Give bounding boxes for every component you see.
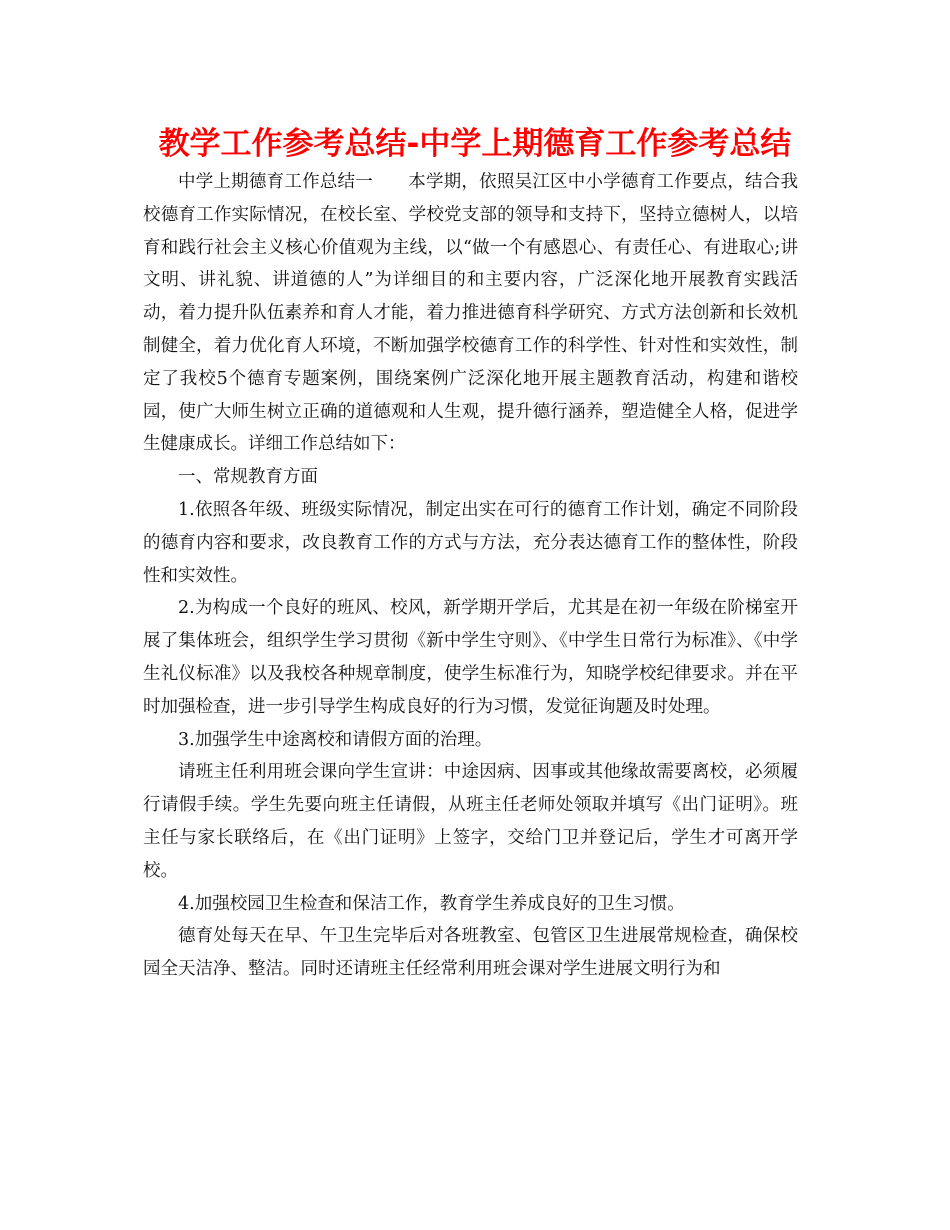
- document-title: 教学工作参考总结-中学上期德育工作参考总结: [158, 126, 792, 162]
- intro-heading: 中学上期德育工作总结一: [178, 172, 373, 192]
- paragraph-item-1: 1.依照各年级、班级实际情况，制定出实在可行的德育工作计划，确定不同阶段的德育内容和要求，改良教育工作的方式与方法，充分表达德育工作的整体性，阶段性和实效性。: [143, 499, 798, 586]
- paragraph-item-4: 4.加强校园卫生检查和保洁工作，教育学生养成良好的卫生习惯。: [178, 893, 685, 914]
- intro-text: 本学期，依照吴江区中小学德育工作要点，结合我校德育工作实际情况，在校长室、学校党支部的领导和支持下，坚持立德树人，以培育和践行社会主义核心价值观为主线，以“做一个有感恩心、有责任心、有进取心;讲文明、讲礼貌、讲道德的人”为详细目的和主要内容，广泛深化地开展教育实践活动，着力提升队伍素养和育人才能，着力推进德育科学研究、方式方法创新和长效机制健全，着力优化育人环境，不断加强学校德育工作的科学性、针对性和实效性，制定了我校5个德育专题案例，围绕案例广泛深化地开展主题教育活动，构建和谐校园，使广大师生树立正确的道德观和人生观，提升德行涵养，塑造健全人格，促进学生健康成长。详细工作总结如下：: [143, 172, 798, 455]
- paragraph-intro: [143, 166, 798, 461]
- paragraph-item-3-detail: 请班主任利用班会课向学生宣讲：中途因病、因事或其他缘故需要离校，必须履行请假手续。学生先要向班主任请假，从班主任老师处领取并填写《出门证明》。班主任与家长联络后，在《出门证明》上签字，交给门卫并登记后，学生才可离开学校。: [143, 762, 798, 881]
- paragraph-item-4-detail: 德育处每天在早、午卫生完毕后对各班教室、包管区卫生进展常规检查，确保校园全天洁净、整洁。同时还请班主任经常利用班会课对学生进展文明行为和: [143, 926, 798, 980]
- document-body: [143, 166, 798, 986]
- section-heading: 一、常规教育方面: [178, 467, 318, 488]
- paragraph-item-3: 3.加强学生中途离校和请假方面的治理。: [178, 729, 493, 750]
- paragraph-item-2: 2.为构成一个良好的班风、校风，新学期开学后，尤其是在初一年级在阶梯室开展了集体班会，组织学生学习贯彻《新中学生守则》、《中学生日常行为标准》、《中学生礼仪标准》以及我校各种规章制度，使学生标准行为，知晓学校纪律要求。并在平时加强检查，进一步引导学生构成良好的行为习惯，发觉征询题及时处理。: [143, 598, 798, 717]
